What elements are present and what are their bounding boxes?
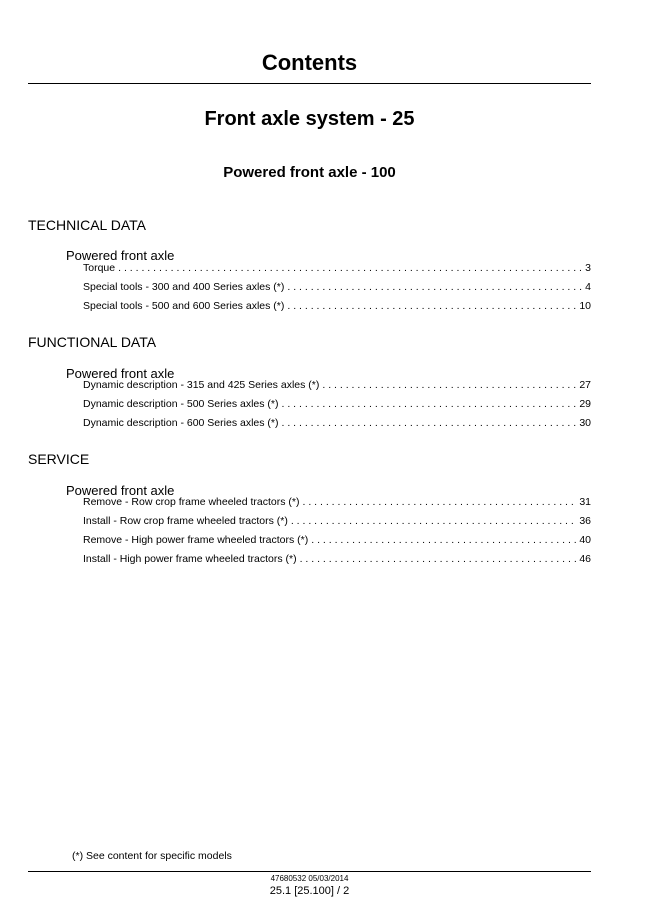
toc-entry-title: Dynamic description - 315 and 425 Series axles (*)	[83, 379, 320, 391]
toc-entry-title: Remove - High power frame wheeled tractors (*)	[83, 534, 309, 546]
toc-entry-title: Special tools - 500 and 600 Series axles (*)	[83, 300, 285, 312]
system-title: Front axle system - 25	[204, 108, 415, 130]
toc-entry-page: 10	[579, 300, 591, 312]
toc-entry[interactable]	[83, 553, 591, 567]
toc-entry[interactable]	[83, 398, 591, 412]
toc-entry[interactable]	[83, 281, 591, 295]
toc-entry-title: Torque	[83, 262, 116, 274]
toc-entry-title: Dynamic description - 600 Series axles (*)	[83, 417, 279, 429]
toc-entry-page: 30	[579, 417, 591, 429]
toc-entry[interactable]	[83, 534, 591, 548]
toc-entry-page: 4	[585, 281, 591, 293]
section-heading-functional-data: FUNCTIONAL DATA	[28, 334, 157, 350]
toc-entry-page: 27	[579, 379, 591, 391]
dot-leader	[303, 496, 577, 508]
section-subheading: Powered front axle	[66, 483, 175, 498]
toc-entry-page: 29	[579, 398, 591, 410]
toc-entry[interactable]	[83, 417, 591, 431]
toc-entry[interactable]	[83, 262, 591, 276]
toc-entry-page: 46	[579, 553, 591, 565]
section-subheading: Powered front axle	[66, 366, 175, 381]
dot-leader	[287, 281, 582, 293]
dot-leader	[118, 262, 582, 274]
footnote: (*) See content for specific models	[72, 850, 232, 862]
toc-entry[interactable]	[83, 515, 591, 529]
toc-entry[interactable]	[83, 300, 591, 314]
group-title: Powered front axle - 100	[223, 164, 396, 181]
dot-leader	[311, 534, 576, 546]
toc-entry[interactable]	[83, 496, 591, 510]
toc-entry-title: Dynamic description - 500 Series axles (*)	[83, 398, 279, 410]
toc-entry-title: Special tools - 300 and 400 Series axles (*)	[83, 281, 285, 293]
dot-leader	[291, 515, 576, 527]
toc-entry[interactable]	[83, 379, 591, 393]
footer-divider	[28, 871, 591, 872]
toc-entry-title: Install - Row crop frame wheeled tractors (*)	[83, 515, 288, 527]
toc-entry-page: 36	[579, 515, 591, 527]
toc-entry-page: 40	[579, 534, 591, 546]
dot-leader	[282, 417, 577, 429]
page-title: Contents	[261, 50, 358, 75]
section-subheading: Powered front axle	[66, 248, 175, 263]
document-id: 47680532 05/03/2014	[270, 874, 349, 883]
dot-leader	[300, 553, 577, 565]
section-heading-technical-data: TECHNICAL DATA	[28, 217, 146, 233]
dot-leader	[322, 379, 576, 391]
toc-entry-title: Install - High power frame wheeled tractors (*)	[83, 553, 297, 565]
page-reference: 25.1 [25.100] / 2	[269, 885, 350, 897]
dot-leader	[282, 398, 577, 410]
toc-entry-page: 3	[585, 262, 591, 274]
toc-entry-page: 31	[579, 496, 591, 508]
dot-leader	[287, 300, 576, 312]
section-heading-service: SERVICE	[28, 451, 90, 467]
title-divider	[28, 83, 591, 84]
toc-entry-title: Remove - Row crop frame wheeled tractors (*)	[83, 496, 300, 508]
